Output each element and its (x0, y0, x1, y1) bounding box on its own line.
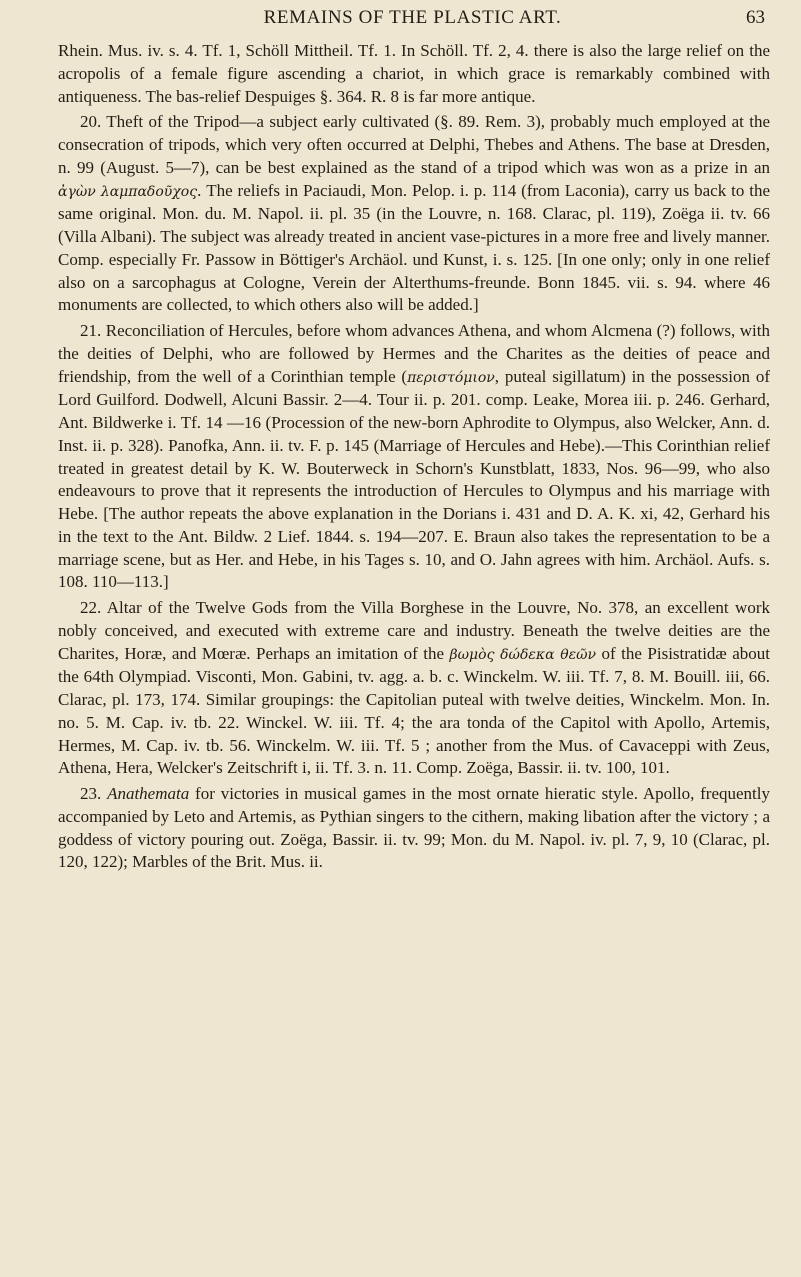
greek-phrase: βωμὸς δώδεκα θεῶν (449, 646, 597, 663)
running-title: REMAINS OF THE PLASTIC ART. (263, 7, 562, 28)
paragraph-23 (58, 783, 770, 874)
paragraph-22-text-b: of the Pisistratidæ about the 64th Olympiad. Visconti, Mon. Gabini, tv. agg. a. b. c. Winckelm. W. iii. Tf. 7, 8. M. Bouill. iii, 66. Clarac, pl. 173, 174. Similar groupings: the Capitolian puteal with twelve deities, Winckelm. Mon. In. no. 5. M. Cap. iv. tb. 22. Winckel. W. iii. Tf. 4; the ara tonda of the Capitol with Apollo, Artemis, Hermes, M. Cap. iv. tb. 56. Winckelm. W. iii. Tf. 5 ; another from the Mus. of Cavaceppi with Zeus, Athena, Hera, Welcker's Zeitschrift i, ii. Tf. 3. n. 11. Comp. Zoëga, Bassir. ii. tv. 100, 101. (58, 643, 770, 778)
paragraph-23-number: 23. (80, 784, 108, 803)
page-number: 63 (746, 7, 765, 28)
greek-phrase: ἀγὼν λαμπαδοῦχος (58, 183, 198, 200)
paragraph-23-text: for victories in musical games in the most ornate hieratic style. Apollo, frequently accompanied by Leto and Artemis, as Pythian singers to the cithern, making libation after the victory ; a goddess of victory pouring out. Zoëga, Bassir. ii. tv. 99; Mon. du M. Napol. iv. pl. 7, 9, 10 (Clarac, pl. 120, 122); Marbles of the Brit. Mus. ii. (58, 784, 771, 872)
paragraph-21-text-b: , puteal sigillatum) in the possession of Lord Guilford. Dodwell, Alcuni Bassir. 2—4. Tour ii. p. 201. comp. Leake, Morea iii. p. 246. Gerhard, Ant. Bildwerke i. Tf. 14 —16 (Procession of the new-born Aphrodite to Olympus, also Welcker, Ann. d. Inst. ii. p. 328). Panofka, Ann. ii. tv. F. p. 145 (Marriage of Hercules and Hebe).—This Corinthian relief treated in greatest detail by K. W. Bouterweck in Schorn's Kunstblatt, 1833, Nos. 96—99, who also endeavours to prove that it represents the introduction of Hercules to Olympus and his marriage with Hebe. [The author repeats the above explanation in the Dorians i. 431 and D. A. K. xi, 42, Gerhard his in the text to the Ant. Bildw. 2 Lief. 1844. s. 194—207. E. Braun also takes the representation to be a marriage scene, but as Her. and Hebe, in his Tages s. 10, and O. Jahn agrees with him. Archäol. Aufs. s. 108. 110—113.] (58, 366, 770, 592)
paragraph-20-text-b: . The reliefs in Paciaudi, Mon. Pelop. i. p. 114 (from Laconia), carry us back to the same original. Mon. du. M. Napol. ii. pl. 35 (in the Louvre, n. 168. Clarac, pl. 119), Zoëga ii. tv. 66 (Villa Albani). The subject was already treated in ancient vase-pictures in a more free and lively manner. Comp. especially Fr. Passow in Böttiger's Archäol. und Kunst, i. s. 125. [In one only; only in one relief also on a sarcophagus at Cologne, Verein der Alterthums-freunde. Bonn 1845. vii. s. 94. where 46 monuments are collected, to which others also will be added.] (58, 180, 770, 315)
greek-phrase: περιστόμιον (407, 369, 495, 386)
body-text (58, 40, 770, 874)
running-head (60, 7, 765, 35)
paragraph-19-continued: Rhein. Mus. iv. s. 4. Tf. 1, Schöll Mittheil. Tf. 1. In Schöll. Tf. 2, 4. there is also the large relief on the acropolis of a female figure ascending a chariot, in which grace is remarkably combined with antiqueness. The bas-relief Despuiges §. 364. R. 8 is far more antique. (58, 41, 770, 106)
paragraph-21-text-a: 21. Reconciliation of Hercules, before whom advances Athena, and whom Alcmena (?) follows, with the deities of Delphi, who are followed by Hermes and the Charites as the deities of peace and friendship, from the well of a Corinthian temple ( (58, 321, 770, 386)
paragraph-22 (58, 597, 770, 780)
paragraph-20-text-a: 20. Theft of the Tripod—a subject early cultivated (§. 89. Rem. 3), probably much employed at the consecration of tripods, which very often occurred at Delphi, Thebes and Athens. The base at Dresden, n. 99 (August. 5—7), can be best explained as the stand of a tripod which was won as a prize in an (58, 112, 770, 177)
paragraph-22-text-a: 22. Altar of the Twelve Gods from the Villa Borghese in the Louvre, No. 378, an excellent work nobly conceived, and executed with extreme care and industry. Beneath the twelve deities are the Charites, Horæ, and Mœræ. Perhaps an imitation of the (58, 598, 770, 663)
paragraph-23-keyword: Anathemata (107, 784, 190, 803)
paragraph-21 (58, 320, 770, 594)
paragraph-20 (58, 111, 770, 317)
